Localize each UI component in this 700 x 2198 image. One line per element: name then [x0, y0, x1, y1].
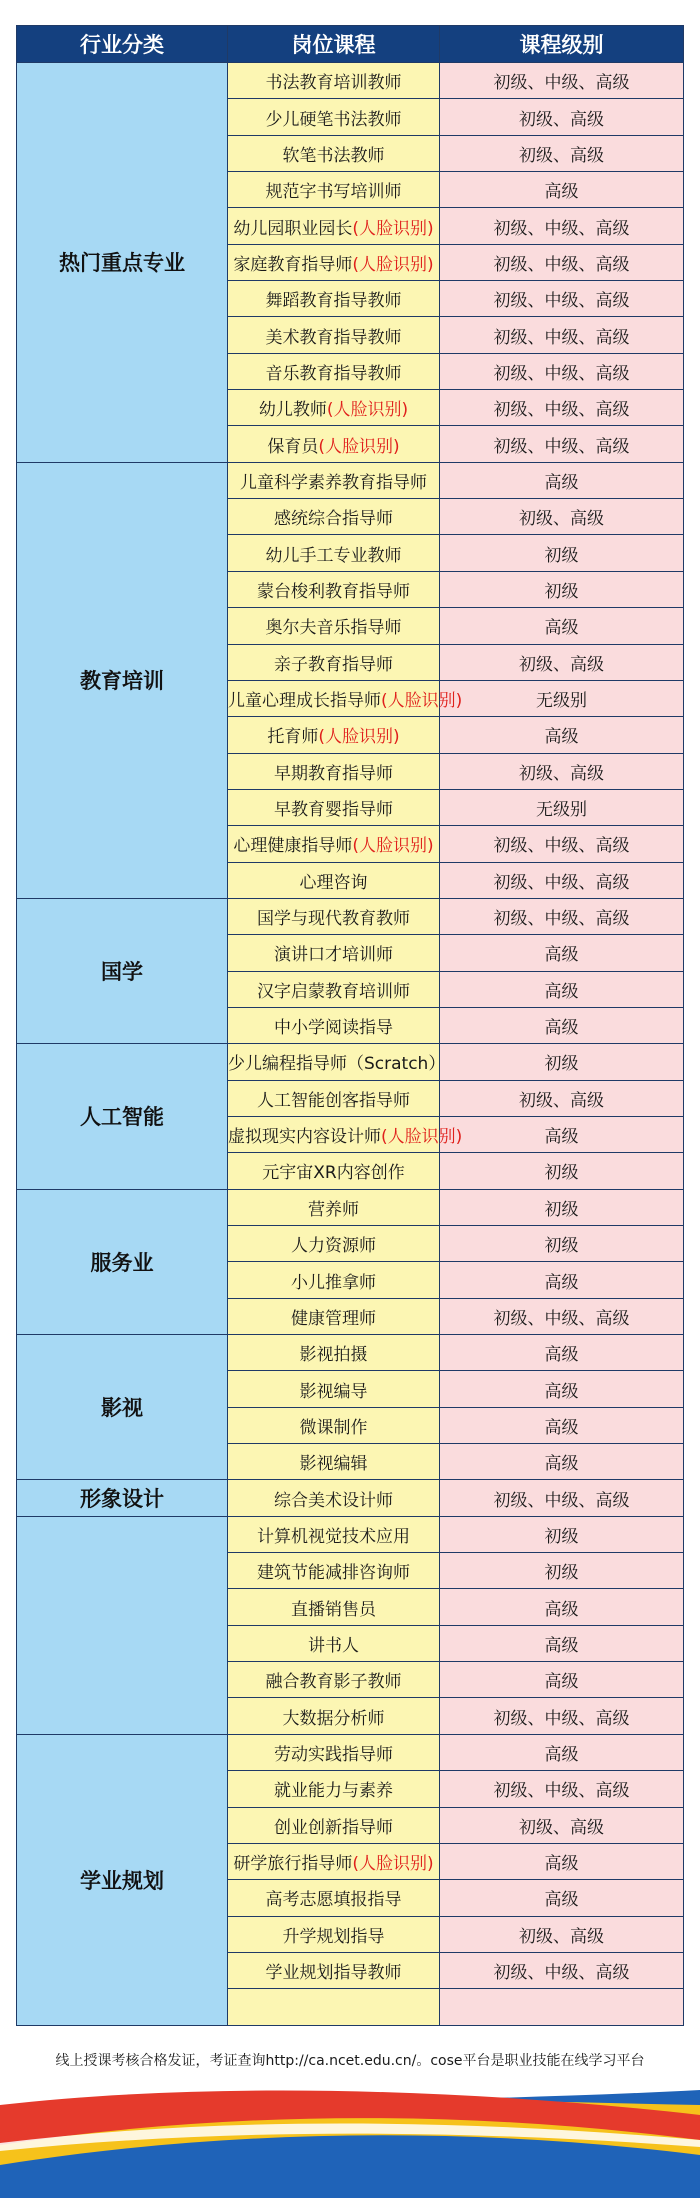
course-name: 少儿编程指导师（Scratch） — [228, 1054, 446, 1075]
level-cell: 初级、中级、高级 — [440, 898, 684, 934]
table-row — [17, 1734, 684, 1770]
course-name: 高考志愿填报指导 — [265, 1890, 402, 1911]
course-name: 幼儿园职业园长 — [233, 218, 353, 239]
course-cell — [228, 789, 440, 825]
level-cell: 初级、中级、高级 — [440, 1298, 684, 1334]
course-cell — [228, 1153, 440, 1189]
course-cell — [228, 353, 440, 389]
course-cell — [228, 1952, 440, 1988]
face-recognition-note: (人脸识别) — [352, 836, 434, 857]
level-cell: 初级、中级、高级 — [440, 317, 684, 353]
level-cell: 高级 — [440, 1262, 684, 1298]
category-cell: 热门重点专业 — [17, 63, 228, 463]
course-cell — [228, 1516, 440, 1552]
course-cell — [228, 135, 440, 171]
level-cell: 初级 — [440, 1553, 684, 1589]
level-cell: 初级 — [440, 535, 684, 571]
course-name: 幼儿手工专业教师 — [265, 545, 402, 566]
level-cell: 高级 — [440, 971, 684, 1007]
level-cell: 初级、中级、高级 — [440, 244, 684, 280]
course-name: 融合教育影子教师 — [265, 1672, 402, 1693]
course-name: 软笔书法教师 — [282, 145, 385, 166]
course-name: 人工智能创客指导师 — [257, 1090, 410, 1111]
course-name: 影视拍摄 — [299, 1345, 368, 1366]
course-name: 影视编导 — [299, 1381, 368, 1402]
course-name: 奥尔夫音乐指导师 — [265, 618, 402, 639]
course-name: 汉字启蒙教育培训师 — [257, 981, 410, 1002]
course-cell — [228, 1371, 440, 1407]
course-cell — [228, 826, 440, 862]
face-recognition-note: (人脸识别) — [326, 400, 409, 421]
course-name: 小儿推拿师 — [291, 1272, 376, 1293]
course-cell — [228, 1807, 440, 1843]
course-name: 蒙台梭利教育指导师 — [257, 581, 410, 602]
level-cell: 初级、中级、高级 — [440, 353, 684, 389]
course-cell — [228, 1880, 440, 1916]
level-cell: 高级 — [440, 717, 684, 753]
table-row — [17, 462, 684, 498]
course-cell — [228, 680, 463, 716]
course-name: 讲书人 — [308, 1635, 359, 1656]
course-name: 中小学阅读指导 — [274, 1018, 393, 1039]
level-cell: 高级 — [440, 1371, 684, 1407]
level-cell: 高级 — [440, 1843, 684, 1879]
course-cell — [228, 898, 440, 934]
table-row — [17, 1044, 684, 1080]
course-cell — [228, 644, 440, 680]
course-cell — [228, 1698, 440, 1734]
course-name: 托育师 — [267, 727, 319, 748]
table-body — [17, 63, 684, 2026]
course-cell — [228, 608, 440, 644]
course-name: 综合美术设计师 — [274, 1490, 393, 1511]
course-cell — [228, 317, 440, 353]
course-name: 幼儿教师 — [258, 400, 327, 421]
course-cell — [228, 1007, 440, 1043]
face-recognition-note: (人脸识别) — [381, 691, 463, 712]
course-name: 早教育婴指导师 — [274, 800, 393, 821]
level-cell: 高级 — [440, 1444, 684, 1480]
category-cell: 服务业 — [17, 1189, 228, 1334]
course-name: 就业能力与素养 — [274, 1781, 393, 1802]
level-cell: 高级 — [440, 172, 684, 208]
course-cell — [228, 1080, 440, 1116]
course-cell — [228, 1553, 440, 1589]
level-cell — [440, 1989, 684, 2025]
course-cell — [228, 1916, 440, 1952]
level-cell: 初级、中级、高级 — [440, 281, 684, 317]
course-name: 演讲口才培训师 — [274, 945, 393, 966]
category-cell: 国学 — [17, 898, 228, 1043]
level-cell: 初级、高级 — [440, 1916, 684, 1952]
course-name: 劳动实践指导师 — [274, 1744, 393, 1765]
course-cell — [228, 1771, 440, 1807]
course-name: 亲子教育指导师 — [274, 654, 393, 675]
course-cell — [228, 535, 440, 571]
face-recognition-note: (人脸识别) — [318, 436, 400, 457]
course-name: 人力资源师 — [291, 1236, 376, 1257]
level-cell: 初级、高级 — [440, 135, 684, 171]
course-name: 感统综合指导师 — [274, 509, 393, 530]
course-cell — [228, 753, 440, 789]
course-cell — [228, 390, 440, 426]
level-cell: 高级 — [440, 1589, 684, 1625]
course-name: 大数据分析师 — [282, 1708, 385, 1729]
course-cell — [228, 1116, 463, 1152]
course-name: 心理健康指导师 — [233, 836, 353, 857]
level-cell: 初级 — [440, 1516, 684, 1552]
course-cell — [228, 1480, 440, 1516]
level-cell: 初级 — [440, 1044, 684, 1080]
course-cell — [228, 1407, 440, 1443]
level-cell: 无级别 — [440, 680, 684, 716]
category-cell: 形象设计 — [17, 1480, 228, 1516]
level-cell: 高级 — [440, 935, 684, 971]
level-cell: 初级、中级、高级 — [440, 862, 684, 898]
course-name: 少儿硬笔书法教师 — [265, 109, 402, 130]
course-name: 直播销售员 — [291, 1599, 376, 1620]
course-name: 规范字书写培训师 — [265, 182, 402, 203]
level-cell: 高级 — [440, 1734, 684, 1770]
course-name: 虚拟现实内容设计师 — [228, 1127, 381, 1148]
course-cell — [228, 1262, 440, 1298]
course-name: 研学旅行指导师 — [233, 1854, 353, 1875]
course-name: 微课制作 — [299, 1417, 368, 1438]
level-cell: 初级、中级、高级 — [440, 426, 684, 462]
course-name: 心理咨询 — [299, 872, 368, 893]
course-cell — [228, 172, 440, 208]
decorative-wave-banner — [0, 2085, 700, 2198]
course-name: 书法教育培训教师 — [265, 73, 402, 94]
course-cell — [228, 426, 440, 462]
level-cell: 高级 — [440, 1335, 684, 1371]
course-cell — [228, 1989, 440, 2025]
level-cell: 初级、中级、高级 — [440, 63, 684, 99]
column-header-level: 课程级别 — [440, 26, 684, 63]
category-cell: 教育培训 — [17, 462, 228, 898]
level-cell: 高级 — [440, 1662, 684, 1698]
course-name: 儿童科学素养教育指导师 — [240, 472, 427, 493]
course-cell — [228, 1734, 440, 1770]
level-cell: 高级 — [440, 1880, 684, 1916]
course-cell — [228, 244, 440, 280]
category-cell — [17, 1516, 228, 1734]
level-cell: 初级、中级、高级 — [440, 1952, 684, 1988]
face-recognition-note: (人脸识别) — [318, 727, 400, 748]
face-recognition-note: (人脸识别) — [381, 1127, 463, 1148]
level-cell: 初级、高级 — [440, 1807, 684, 1843]
course-name: 影视编辑 — [299, 1454, 368, 1475]
course-cell — [228, 1843, 440, 1879]
course-name: 健康管理师 — [291, 1308, 376, 1329]
level-cell: 无级别 — [440, 789, 684, 825]
category-cell: 学业规划 — [17, 1734, 228, 2025]
course-cell — [228, 281, 440, 317]
level-cell: 初级、中级、高级 — [440, 390, 684, 426]
level-cell: 初级 — [440, 1189, 684, 1225]
course-name: 建筑节能减排咨询师 — [257, 1563, 410, 1584]
course-name: 营养师 — [308, 1199, 359, 1220]
table-header-row — [17, 26, 684, 63]
category-cell: 影视 — [17, 1335, 228, 1480]
level-cell: 高级 — [440, 1407, 684, 1443]
course-cell — [228, 571, 440, 607]
level-cell: 初级、中级、高级 — [440, 1771, 684, 1807]
course-cell — [228, 1589, 440, 1625]
course-name: 儿童心理成长指导师 — [228, 691, 381, 712]
level-cell: 初级、中级、高级 — [440, 1698, 684, 1734]
course-cell — [228, 63, 440, 99]
table-row — [17, 1516, 684, 1552]
level-cell: 高级 — [440, 1625, 684, 1661]
course-cell — [228, 208, 440, 244]
table-row — [17, 1480, 684, 1516]
table-row — [17, 1335, 684, 1371]
course-cell — [228, 499, 440, 535]
face-recognition-note: (人脸识别) — [352, 218, 434, 239]
course-cell — [228, 935, 440, 971]
level-cell: 初级、高级 — [440, 99, 684, 135]
table-row — [17, 63, 684, 99]
level-cell: 初级、中级、高级 — [440, 826, 684, 862]
level-cell: 初级、高级 — [440, 644, 684, 680]
course-cell — [228, 1444, 440, 1480]
column-header-course: 岗位课程 — [228, 26, 440, 63]
level-cell: 初级、高级 — [440, 1080, 684, 1116]
course-cell — [228, 1189, 440, 1225]
course-cell — [228, 717, 440, 753]
table-row — [17, 1189, 684, 1225]
footer-note: 线上授课考核合格发证，考证查询http://ca.ncet.edu.cn/。cose平台是职业技能在线学习平台 — [55, 2053, 645, 2069]
face-recognition-note: (人脸识别) — [352, 254, 434, 275]
course-name: 学业规划指导教师 — [265, 1963, 402, 1984]
face-recognition-note: (人脸识别) — [352, 1854, 434, 1875]
category-cell: 人工智能 — [17, 1044, 228, 1189]
level-cell: 初级 — [440, 571, 684, 607]
course-cell — [228, 862, 440, 898]
course-cell — [228, 462, 440, 498]
level-cell: 初级、高级 — [440, 499, 684, 535]
level-cell: 初级、中级、高级 — [440, 208, 684, 244]
course-table — [16, 25, 684, 2026]
course-cell — [228, 1625, 440, 1661]
course-cell — [228, 1335, 440, 1371]
level-cell: 初级 — [440, 1226, 684, 1262]
course-name: 元宇宙XR内容创作 — [262, 1163, 405, 1184]
course-cell — [228, 99, 440, 135]
column-header-category: 行业分类 — [17, 26, 228, 63]
level-cell: 初级、中级、高级 — [440, 1480, 684, 1516]
course-name: 家庭教育指导师 — [233, 254, 353, 275]
course-cell — [228, 1662, 440, 1698]
table-row — [17, 898, 684, 934]
course-name: 创业创新指导师 — [274, 1817, 393, 1838]
course-cell — [228, 971, 440, 1007]
level-cell: 初级、高级 — [440, 753, 684, 789]
level-cell: 高级 — [440, 1116, 684, 1152]
course-name: 计算机视觉技术应用 — [257, 1526, 410, 1547]
level-cell: 高级 — [440, 608, 684, 644]
course-cell — [228, 1226, 440, 1262]
level-cell: 初级 — [440, 1153, 684, 1189]
level-cell: 高级 — [440, 462, 684, 498]
course-name: 早期教育指导师 — [274, 763, 393, 784]
course-name: 舞蹈教育指导教师 — [265, 291, 402, 312]
course-cell — [228, 1044, 446, 1080]
level-cell: 高级 — [440, 1007, 684, 1043]
course-name: 美术教育指导教师 — [265, 327, 402, 348]
course-name: 保育员 — [267, 436, 319, 457]
course-name: 音乐教育指导教师 — [265, 363, 402, 384]
course-name: 国学与现代教育教师 — [257, 909, 410, 930]
course-name: 升学规划指导 — [282, 1926, 385, 1947]
course-cell — [228, 1298, 440, 1334]
